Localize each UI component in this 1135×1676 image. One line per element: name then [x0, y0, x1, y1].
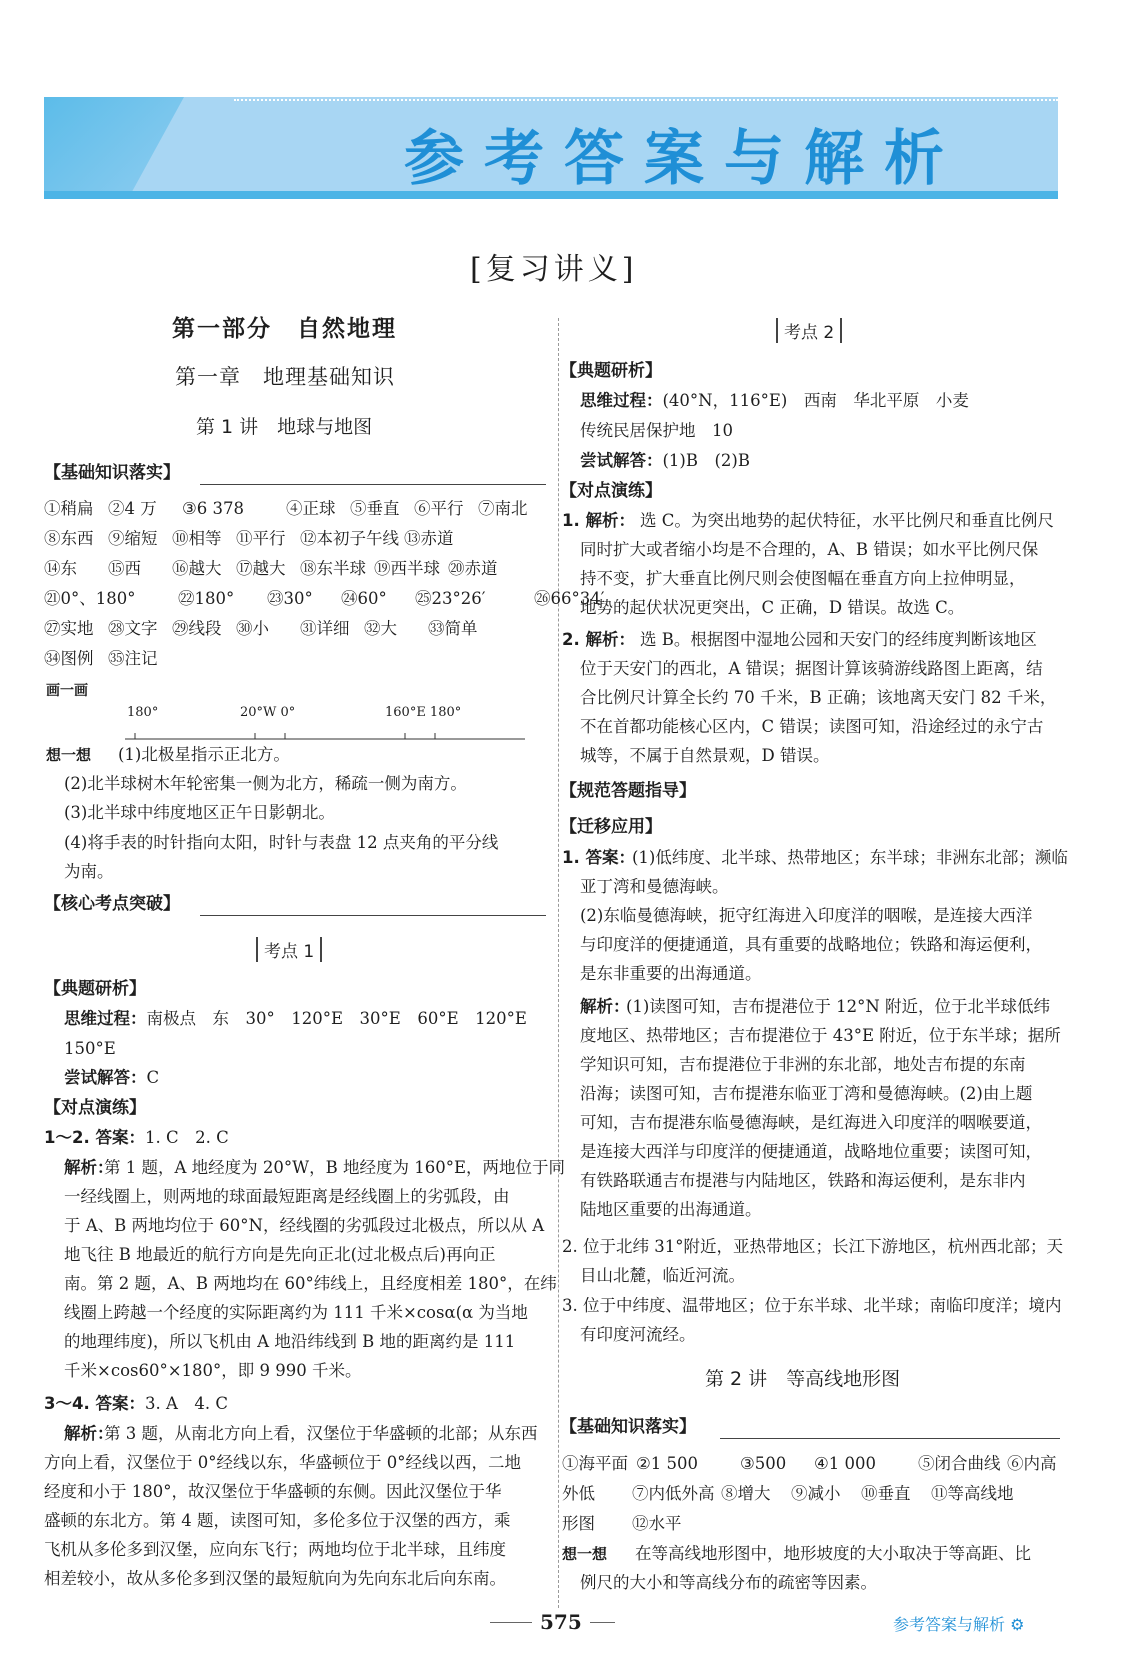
key-point-2-box: 考点 2: [776, 318, 842, 343]
axis-label-160e-180: 160°E 180°: [385, 705, 462, 720]
draw-label: 画一画: [46, 683, 88, 699]
think-line: (1)北极星指示正北方。: [118, 745, 290, 764]
grid-cell: ⑫水平: [632, 1514, 682, 1533]
grid-cell: ①稍扁: [44, 499, 94, 518]
try-answer-label: 尝试解答：: [580, 451, 663, 470]
explanation-line: (1)读图可知，吉布提港位于 12°N 附近，位于北半球低纬: [626, 997, 1051, 1016]
q2-label: 2. 解析：: [562, 630, 635, 649]
q1-label: 1. 解析：: [562, 511, 635, 530]
grid-cell: ㉒180°: [178, 589, 235, 608]
grid-cell: ⑧东西: [44, 529, 94, 548]
explanation-line: 选 C。为突出地势的起伏特征，水平比例尺和垂直比例尺: [640, 511, 1054, 530]
lecture-2-title: 第 2 讲 等高线地形图: [705, 1368, 901, 1390]
chapter-title: 第一章 地理基础知识: [175, 365, 395, 389]
think-process-label: 思维过程：: [64, 1009, 147, 1028]
basic-knowledge-header: 【基础知识落实】: [44, 463, 180, 483]
explanation-line: 第 3 题，从南北方向上看，汉堡位于华盛顿的北部；从东西: [104, 1424, 538, 1443]
grid-cell: ㉑0°、180°: [44, 589, 136, 608]
grid-cell: ㉓30°: [267, 589, 313, 608]
answer-line: 亚丁湾和曼德海峡。: [580, 877, 729, 896]
grid-cell: ⑥平行: [414, 499, 464, 518]
explanation-line: 可知，吉布提港东临曼德海峡，是红海进入印度洋的咽喉要道，: [580, 1113, 1042, 1132]
explanation-line: 合比例尺计算全长约 70 千米，B 正确；该地离天安门 82 千米，: [580, 688, 1057, 707]
think-line: 为南。: [64, 862, 114, 881]
think-line: 例尺的大小和等高线分布的疏密等因素。: [580, 1573, 877, 1592]
grid-cell: ②4 万: [108, 499, 157, 518]
think-label: 想一想: [46, 746, 92, 764]
grid-cell: ⑥内高: [1007, 1454, 1057, 1473]
grid-cell: ㉘文字: [108, 619, 158, 638]
grid-cell: ⑮西: [108, 559, 141, 578]
q12-explanation-label: 解析：: [64, 1158, 114, 1177]
grid-cell: ⑯越大: [172, 559, 222, 578]
grid-cell: 形图: [562, 1514, 595, 1533]
grid-cell: ㉚小: [236, 619, 269, 638]
grid-cell: ⑭东: [44, 559, 77, 578]
explanation-line: 盛顿的东北方。第 4 题，读图可知，多伦多位于汉堡的西方，乘: [44, 1511, 511, 1530]
grid-cell: ⑱东半球: [300, 559, 366, 578]
answer-line: 与印度洋的便捷通道，具有重要的战略地位；铁路和海运便利，: [580, 935, 1042, 954]
grid-cell: ①海平面: [562, 1454, 628, 1473]
grid-cell: ④正球: [286, 499, 336, 518]
grid-cell: ⑰越大: [236, 559, 286, 578]
grid-cell: ⑪等高线地: [931, 1484, 1014, 1503]
core-points-header: 【核心考点突破】: [44, 894, 180, 914]
think-process-value-cont: 传统民居保护地 10: [580, 421, 733, 440]
grid-cell: ④1 000: [814, 1454, 877, 1473]
axis-label-20w-0: 20°W 0°: [240, 705, 296, 720]
explanation-line: 线圈上跨越一个经度的实际距离约为 111 千米×cosα(α 为当地: [64, 1303, 528, 1322]
grid-cell: ⑲西半球: [374, 559, 440, 578]
header-rule: [720, 1438, 1060, 1439]
practice-header: 【对点演练】: [560, 481, 662, 501]
grid-cell: ⑩垂直: [861, 1484, 911, 1503]
grid-cell: ⑳赤道: [448, 559, 498, 578]
explanation-line: 相差较小，故从多伦多到汉堡的最短航向为先向东北后向东南。: [44, 1569, 506, 1588]
answer-line: 2. 位于北纬 31°附近，亚热带地区；长江下游地区，杭州西北部；天: [562, 1237, 1063, 1256]
grid-cell: ③500: [740, 1454, 787, 1473]
explanation-line: 是连接大西洋与印度洋的便捷通道，战略地位重要；读图可知，: [580, 1142, 1042, 1161]
q12-answer: 1. C 2. C: [144, 1128, 229, 1147]
q34-explanation-label: 解析：: [64, 1424, 114, 1443]
explanation-line: 经度和小于 180°，故汉堡位于华盛顿的东侧。因此汉堡位于华: [44, 1482, 502, 1501]
grid-cell: ⑨缩短: [108, 529, 158, 548]
answer-line: (1)低纬度、北半球、热带地区；东半球；非洲东北部；濒临: [632, 848, 1068, 867]
explanation-line: 城等，不属于自然景观，D 错误。: [580, 746, 830, 765]
section-title: [复习讲义]: [470, 252, 638, 287]
think-label: 想一想: [562, 1545, 608, 1563]
explanation-line: 持不变，扩大垂直比例尺则会使图幅在垂直方向上拉伸明显，: [580, 569, 1026, 588]
think-line: (3)北半球中纬度地区正午日影朝北。: [64, 803, 335, 822]
part-title: 第一部分 自然地理: [172, 316, 397, 342]
answer-line: 目山北麓，临近河流。: [580, 1266, 745, 1285]
banner-triangle-decoration: [44, 97, 184, 199]
q12-label: 1～2. 答案：: [44, 1128, 145, 1147]
think-process-value: (40°N，116°E) 西南 华北平原 小麦: [662, 391, 969, 410]
explanation-line: 于 A、B 两地均位于 60°N，经线圈的劣弧段过北极点，所以从 A: [64, 1216, 545, 1235]
footer-label-text: 参考答案与解析: [893, 1615, 1006, 1634]
explanation-line: 不在首都功能核心区内，C 错误；读图可知，沿途经过的永宁古: [580, 717, 1044, 736]
think-process-value-cont: 150°E: [64, 1039, 116, 1058]
explanation-line: 南。第 2 题，A、B 两地均在 60°纬线上，且经度相差 180°，在纬: [64, 1274, 557, 1293]
lecture-title: 第 1 讲 地球与地图: [196, 416, 373, 438]
think-process-label: 思维过程：: [580, 391, 663, 410]
basic-knowledge-header: 【基础知识落实】: [560, 1417, 696, 1437]
transfer-header: 【迁移应用】: [560, 817, 662, 837]
banner-title: 参考答案与解析: [404, 124, 964, 194]
answer-line: 有印度河流经。: [580, 1325, 696, 1344]
try-answer-value: (1)B (2)B: [662, 451, 750, 470]
grid-cell: ㉗实地: [44, 619, 94, 638]
grid-cell: ㉝简单: [428, 619, 478, 638]
explanation-line: 选 B。根据图中湿地公园和天安门的经纬度判断该地区: [640, 630, 1037, 649]
explanation-line: 度地区、热带地区；吉布提港位于 43°E 附近，位于东半球；据所: [580, 1026, 1061, 1045]
think-line: 在等高线地形图中，地形坡度的大小取决于等高距、比: [635, 1544, 1031, 1563]
column-divider: [558, 318, 559, 1608]
explanation-line: 有铁路联通吉布提港与内陆地区，铁路和海运便利，是东非内: [580, 1171, 1026, 1190]
longitude-axis: [105, 725, 545, 745]
explanation-line: 地势的起伏状况更突出，C 正确，D 错误。故选 C。: [580, 598, 965, 617]
practice-header: 【对点演练】: [44, 1098, 146, 1118]
explanation-line: 同时扩大或者缩小均是不合理的，A、B 错误；如水平比例尺保: [580, 540, 1039, 559]
answer-line: 3. 位于中纬度、温带地区；位于东半球、北半球；南临印度洋；境内: [562, 1296, 1062, 1315]
explanation-line: 地飞往 B 地最近的航行方向是先向正北(过北极点后)再向正: [64, 1245, 496, 1264]
grid-cell: ㉜大: [364, 619, 397, 638]
explanation-line: 千米×cos60°×180°，即 9 990 千米。: [64, 1361, 362, 1380]
grid-cell: ㉞图例: [44, 649, 94, 668]
think-process-value: 南极点 东 30° 120°E 30°E 60°E 120°E: [146, 1009, 527, 1028]
explanation-line: 位于天安门的西北，A 错误；据图计算该骑游线路图上距离，结: [580, 659, 1043, 678]
key-point-1-box: 考点 1: [256, 937, 322, 962]
explanation-line: 第 1 题，A 地经度为 20°W，B 地经度为 160°E，两地位于同: [104, 1158, 566, 1177]
grid-cell: 外低: [562, 1484, 595, 1503]
answer-line: (2)东临曼德海峡，扼守红海进入印度洋的咽喉，是连接大西洋: [580, 906, 1033, 925]
header-rule: [200, 915, 546, 916]
explanation-line: 陆地区重要的出海通道。: [580, 1200, 762, 1219]
grid-cell: ㉟注记: [108, 649, 158, 668]
axis-label-180w: 180°: [127, 705, 159, 720]
explanation-line: 飞机从多伦多到汉堡，应向东飞行；两地均位于北半球，且纬度: [44, 1540, 506, 1559]
typical-question-header: 【典题研析】: [560, 361, 662, 381]
gear-icon: ⚙: [1010, 1615, 1025, 1634]
grid-cell: ⑤闭合曲线: [918, 1454, 1001, 1473]
grid-cell: ⑦南北: [478, 499, 528, 518]
grid-cell: ②1 500: [636, 1454, 699, 1473]
a1-label: 1. 答案：: [562, 848, 635, 867]
grid-cell: ㉖66°34′: [534, 589, 605, 608]
header-rule: [200, 484, 546, 485]
explanation-line: 方向上看，汉堡位于 0°经线以东，华盛顿位于 0°经线以西，二地: [44, 1453, 521, 1472]
answer-line: 是东非重要的出海通道。: [580, 964, 762, 983]
banner-dotted-line: [234, 99, 1058, 101]
explanation-line: 沿海；读图可知，吉布提港东临亚丁湾和曼德海峡。(2)由上题: [580, 1084, 1033, 1103]
typical-question-header: 【典题研析】: [44, 979, 146, 999]
think-line: (2)北半球树木年轮密集一侧为北方，稀疏一侧为南方。: [64, 774, 467, 793]
footer-label: [893, 1612, 1024, 1635]
grid-cell: ⑨减小: [791, 1484, 841, 1503]
think-line: (4)将手表的时针指向太阳，时针与表盘 12 点夹角的平分线: [64, 833, 499, 852]
q34-answer: 3. A 4. C: [144, 1394, 228, 1413]
grid-cell: ㉔60°: [341, 589, 387, 608]
grid-cell: ③6 378: [182, 499, 245, 518]
explanation-line: 一经线圈上，则两地的球面最短距离是经线圈上的劣弧段，由: [64, 1187, 510, 1206]
try-answer-label: 尝试解答：: [64, 1068, 147, 1087]
grid-cell: ⑤垂直: [350, 499, 400, 518]
answer-guide-header: 【规范答题指导】: [560, 781, 696, 801]
grid-cell: ⑦内低外高: [632, 1484, 715, 1503]
try-answer-value: C: [146, 1068, 160, 1087]
explanation-line: 学知识可知，吉布提港位于非洲的东北部，地处吉布提的东南: [580, 1055, 1026, 1074]
grid-cell: ㉕23°26′: [415, 589, 486, 608]
grid-cell: ㉛详细: [300, 619, 350, 638]
explanation-line: 的地理纬度)，所以飞机由 A 地沿纬线到 B 地的距离约是 111: [64, 1332, 516, 1351]
grid-cell: ⑧增大: [721, 1484, 771, 1503]
a1-explanation-label: 解析：: [580, 997, 630, 1016]
q34-label: 3～4. 答案：: [44, 1394, 145, 1413]
grid-cell: ⑪平行: [236, 529, 286, 548]
grid-cell: ⑫本初子午线: [300, 529, 399, 548]
grid-cell: ㉙线段: [172, 619, 222, 638]
grid-cell: ⑩相等: [172, 529, 222, 548]
title-banner: [44, 97, 1058, 199]
page-number: 575: [532, 1610, 590, 1634]
grid-cell: ⑬赤道: [404, 529, 454, 548]
